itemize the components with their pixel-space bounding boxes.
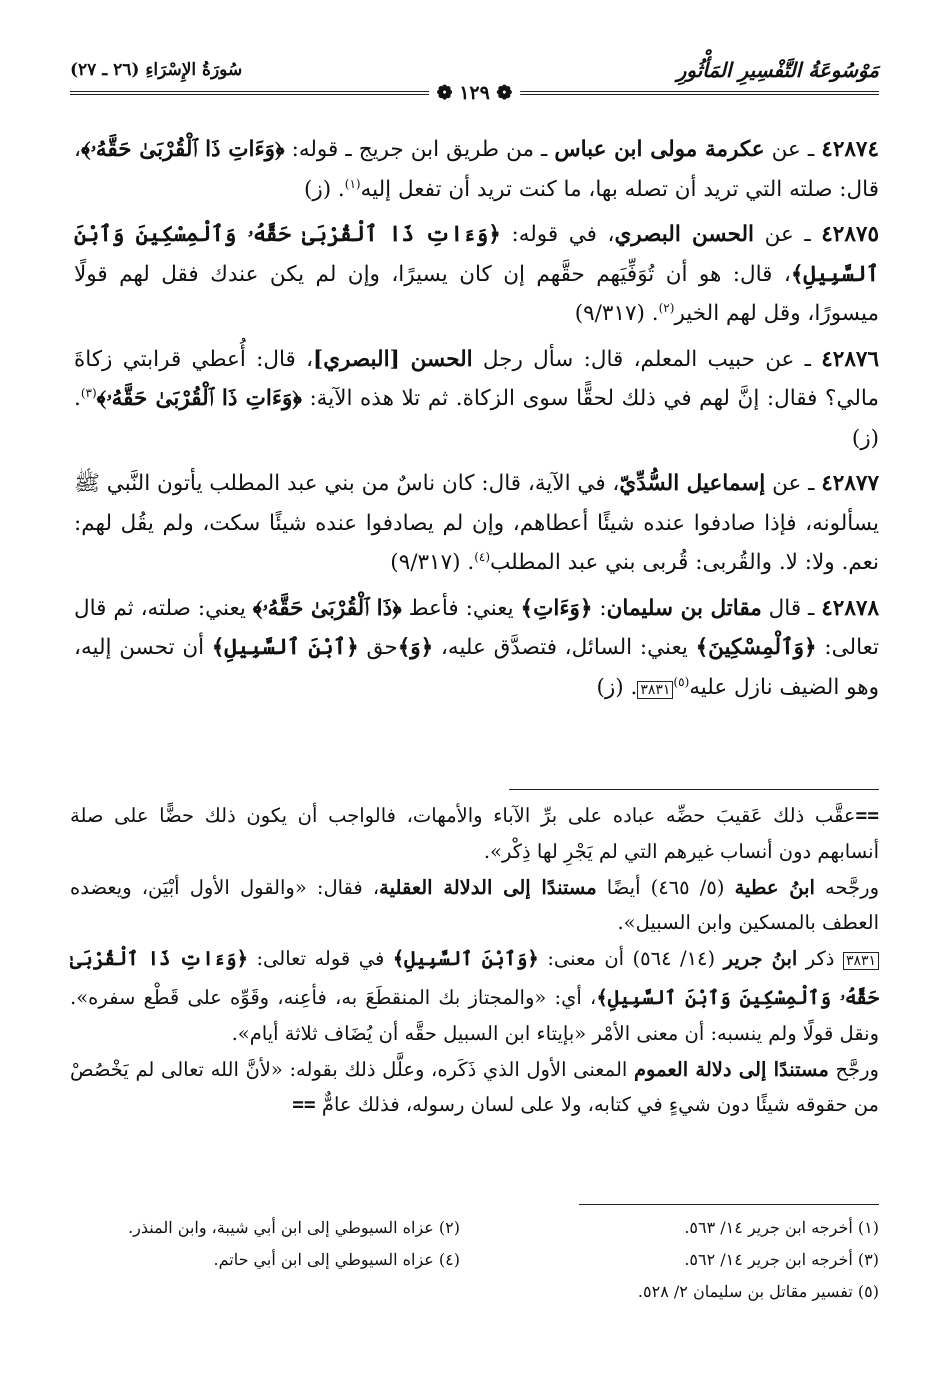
footnote: (٤) عزاه السيوطي إلى ابن أبي حاتم.	[213, 1250, 460, 1269]
narrator-name: الحسن [البصري]	[313, 346, 473, 372]
main-text	[74, 130, 879, 716]
narration-entry: ٤٢٨٧٥ ـ عن الحسن البصري، في قوله: ﴿وَءَاتِ ذَا ٱلْقُرْبَىٰ حَقَّهُۥ وَٱلْمِسْكِينَ وَٱبْنَ ٱلسَّبِيلِ﴾، قال: هو أن تُوَفِّيَهم حقَّهم إن كان يسيرًا، وإن لم يكن عندك فقل لهم قولًا ميسورًا، وقل لهم الخير$^{(٢)}$. (٩/٣١٧)	[74, 222, 879, 326]
footnote: (١) أخرجه ابن جرير ١٤/ ٥٦٣.	[684, 1218, 879, 1237]
commentary-ref-box: ٣٨٣١	[843, 952, 879, 970]
commentary-paragraph: ==عقَّب ذلك عَقيبَ حضِّه عباده على برِّ الآباء والأمهات، فالواجب أن يكون ذلك حضًّا على صلة أنسابهم دون أنساب غيرهم التي لم يَجْرِ لها ذِكْر».	[70, 804, 879, 863]
page-number: ❁ ١٢٩ ❁	[429, 82, 521, 104]
quran-quote: ﴿وَءَاتِ ذَا ٱلْقُرْبَىٰ حَقَّهُۥ﴾	[80, 137, 285, 162]
quran-quote: ﴿وَءَاتِ ذَا ٱلْقُرْبَىٰ حَقَّهُۥ وَٱلْمِسْكِينَ وَٱبْنَ ٱلسَّبِيلِ﴾	[74, 222, 879, 287]
narrator-name: عكرمة مولى ابن عباس	[554, 137, 765, 162]
narration-entry: ٤٢٨٧٤ ـ عن عكرمة مولى ابن عباس ـ من طريق ابن جريج ـ قوله: ﴿وَءَاتِ ذَا ٱلْقُرْبَىٰ حَقَّهُۥ﴾، قال: صلته التي تريد أن تصله بها، ما كنت تريد أن تفعل إليه$^{(١)}$. (ز)	[74, 137, 880, 202]
narrator-name: مقاتل بن سليمان	[606, 595, 762, 621]
entry-number: ٤٢٨٧٤	[821, 137, 880, 162]
quran-quote: ﴿وَ﴾	[397, 635, 434, 660]
ornament-left-icon: ❁	[436, 82, 460, 104]
continuation-mark: ==	[855, 804, 879, 827]
entry-number: ٤٢٨٧٨	[821, 595, 879, 621]
narrator-name: إسماعيل السُّدِّيّ	[619, 471, 766, 496]
commentary-paragraph: ورجَّحه ابنُ عطية (٥/ ٤٦٥) أيضًا مستندًا إلى الدلالة العقلية، فقال: «والقول الأول أبْيَن، ويعضده العطف بالمسكين وابن السبيل».	[70, 875, 879, 935]
quran-quote: ﴿وَءَاتِ﴾	[520, 595, 593, 621]
continuation-mark: ==	[292, 1093, 316, 1117]
commentary-paragraph: ورجَّح مستندًا إلى دلالة العموم المعنى الأول الذي ذَكَره، وعلَّل ذلك بقوله: «لأنَّ الله تعالى لم يَخْصُصْ من حقوقه شيئًا دون شيءٍ في كتابه، ولا على لسان رسوله، فذلك عامٌّ ==	[70, 1057, 879, 1117]
footnote-ref: (٤)	[474, 549, 491, 564]
quran-quote: ﴿ذَا ٱلْقُرْبَىٰ حَقَّهُۥ﴾	[252, 595, 402, 621]
book-title: مَوْسُوعَةُ التَّفْسِيرِ المَأْثُورِ	[676, 58, 879, 82]
commentary-separator	[509, 789, 879, 790]
commentary-ref-box: ٣٨٣١	[637, 681, 673, 699]
quran-quote: ﴿ٱبْنَ ٱلسَّبِيلِ﴾	[211, 635, 359, 660]
surah-reference: سُورَةُ الإِسْرَاءِ (٢٦ ـ ٢٧)	[70, 60, 243, 80]
footnote-ref: (٣)	[80, 385, 97, 400]
narration-entry: ٤٢٨٧٨ ـ قال مقاتل بن سليمان: ﴿وَءَاتِ﴾ يعني: فأعط ﴿ذَا ٱلْقُرْبَىٰ حَقَّهُۥ﴾ يعني: صلته، ثم قال تعالى: ﴿وَٱلْمِسْكِينَ﴾ يعني: السائل، فتصدَّق عليه، ﴿وَ﴾حق ﴿ٱبْنَ ٱلسَّبِيلِ﴾ أن تحسن إليه، وهو الضيف نازل عليه$^{(٥)}$٣٨٣١. (ز)	[74, 595, 879, 700]
commentary-paragraph: ٣٨٣١ ذكر ابنُ جرير (١٤/ ٥٦٤) أن معنى: ﴿وَٱبْنَ ٱلسَّبِيلِ﴾ في قوله تعالى: ﴿وَءَاتِ ذَا ٱلْقُرْبَىٰ حَقَّهُۥ وَٱلْمِسْكِينَ وَٱبْنَ ٱلسَّبِيلِ﴾، أي: «والمجتاز بك المنقطَعَ به، فأعِنه، وقَوِّه على قَطْع سفره». ونقل قولًا ولم ينسبه: أن معنى الأمْر «بإيتاء ابن السبيل حقَّه أن يُضَاف ثلاثة أيام».	[70, 947, 880, 1045]
commentary-section	[70, 798, 879, 1123]
footnote-ref: (١)	[344, 176, 361, 191]
quran-quote: ﴿وَٱبْنَ ٱلسَّبِيلِ﴾	[392, 947, 539, 971]
entry-number: ٤٢٨٧٧	[821, 471, 879, 496]
footnote-separator	[579, 1204, 879, 1205]
footnote-ref: (٢)	[658, 300, 675, 315]
quran-quote: ﴿وَءَاتِ ذَا ٱلْقُرْبَىٰ حَقَّهُۥ﴾	[96, 386, 302, 411]
entry-number: ٤٢٨٧٥	[821, 222, 879, 247]
ornament-right-icon: ❁	[489, 82, 513, 104]
footnote: (٥) تفسير مقاتل بن سليمان ٢/ ٥٢٨.	[637, 1282, 879, 1301]
quran-quote: ﴿وَٱلْمِسْكِينَ﴾	[695, 635, 817, 660]
footnote-ref: (٥)	[673, 674, 690, 689]
narration-entry: ٤٢٨٧٦ ـ عن حبيب المعلم، قال: سأل رجل الحسن [البصري]، قال: أُعطي قرابتي زكاةَ مالي؟ فقال: إنَّ لهم في ذلك لحقًّا سوى الزكاة. ثم تلا هذه الآية: ﴿وَءَاتِ ذَا ٱلْقُرْبَىٰ حَقَّهُۥ﴾$^{(٣)}$. (ز)	[74, 346, 879, 451]
footnote: (٢) عزاه السيوطي إلى ابن أبي شيبة، وابن المنذر.	[128, 1218, 460, 1237]
narration-entry: ٤٢٨٧٧ ـ عن إسماعيل السُّدِّيّ، في الآية، قال: كان ناسٌ من بني عبد المطلب يأتون النَّبي ﷺ يسألونه، فإذا صادفوا عنده شيئًا أعطاهم، وإن لم يصادفوا عنده شيئًا سكت، ولم يقُل لهم: نعم. ولا: لا. والقُربى: قُربى بني عبد المطلب$^{(٤)}$. (٩/٣١٧)	[73, 471, 879, 575]
footnote: (٣) أخرجه ابن جرير ١٤/ ٥٦٢.	[684, 1250, 879, 1269]
narrator-name: الحسن البصري	[614, 222, 754, 247]
page-header	[70, 58, 879, 104]
entry-number: ٤٢٨٧٦	[821, 346, 879, 372]
quran-quote: ﴿وَءَاتِ ذَا ٱلْقُرْبَىٰ حَقَّهُۥ وَٱلْمِسْكِينَ وَٱبْنَ ٱلسَّبِيلِ﴾	[70, 947, 880, 1009]
